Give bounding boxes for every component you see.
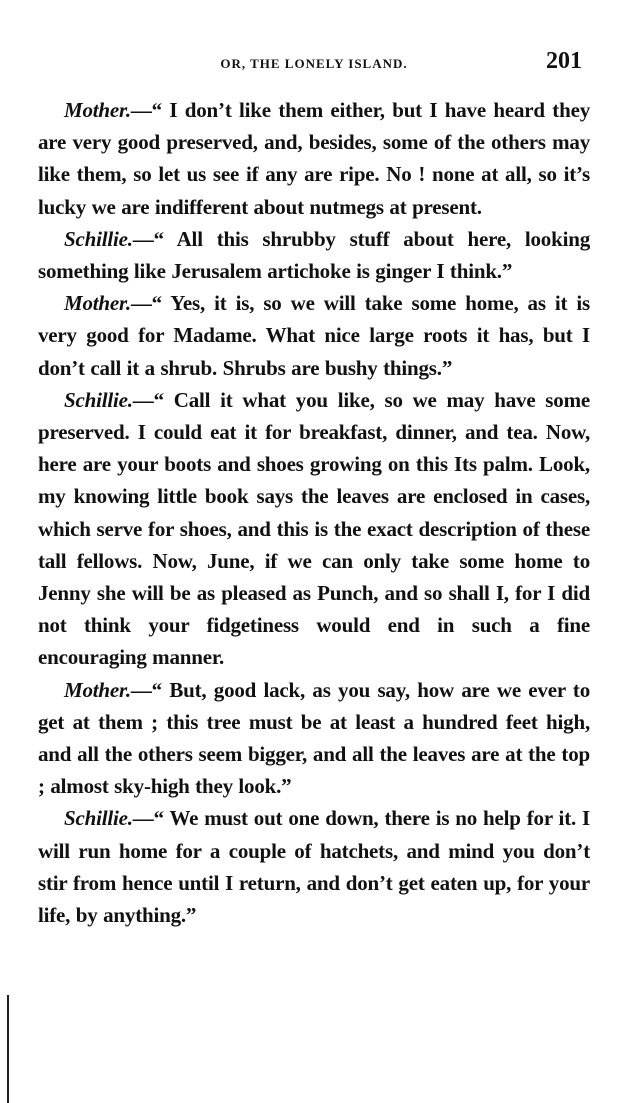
running-title: OR, THE LONELY ISLAND. <box>220 56 408 71</box>
paragraph <box>38 94 590 223</box>
paragraph-text: —“ Call it what you like, so we may have some preserved. I could eat it for breakfast, dinner, and tea. Now, here are your boots and shoes growing on this Its palm. Look, my knowing little book says the leaves are enclosed in cases, which serve for shoes, and this is the exact description of these tall fellows. Now, June, if we can only take some home to Jenny she will be as pleased as Punch, and so shall I, for I did not think your fidgetiness would end in such a fine encouraging manner. <box>38 387 590 670</box>
paragraph <box>38 384 590 674</box>
speaker-name: Mother. <box>64 291 131 316</box>
paragraph <box>38 802 590 931</box>
paragraph <box>38 287 590 384</box>
page-number: 201 <box>546 48 582 74</box>
paragraph <box>38 223 590 287</box>
paragraph-text: —“ Yes, it is, so we will take some home, as it is very good for Madame. What nice large roots it has, but I don’t call it a shrub. Shrubs are bushy things.” <box>38 291 590 380</box>
scan-margin-line <box>7 995 9 1103</box>
running-head <box>38 48 590 88</box>
speaker-name: Schillie. <box>64 387 133 412</box>
speaker-name: Schillie. <box>64 806 133 831</box>
paragraph-text: —“ All this shrubby stuff about here, looking something like Jerusalem artichoke is ginger I think.” <box>38 226 590 284</box>
speaker-name: Mother. <box>64 98 131 122</box>
speaker-name: Mother. <box>64 677 131 702</box>
book-page <box>38 48 590 931</box>
body-text <box>38 94 590 931</box>
speaker-name: Schillie. <box>64 226 133 251</box>
paragraph-text: —“ We must out one down, there is no help for it. I will run home for a couple of hatchets, and mind you don’t stir from hence until I return, and don’t get eaten up, for your life, by anything.” <box>38 806 590 928</box>
paragraph-text: —“ I don’t like them either, but I have heard they are very good preserved, and, besides, some of the others may like them, so let us see if any are ripe. No ! none at all, so it’s lucky we are indifferent about nutmegs at present. <box>38 98 590 219</box>
paragraph <box>38 674 590 803</box>
paragraph-text: —“ But, good lack, as you say, how are we ever to get at them ; this tree must be at least a hundred feet high, and all the others seem bigger, and all the leaves are at the top ; almost sky-high they look.” <box>38 677 590 799</box>
